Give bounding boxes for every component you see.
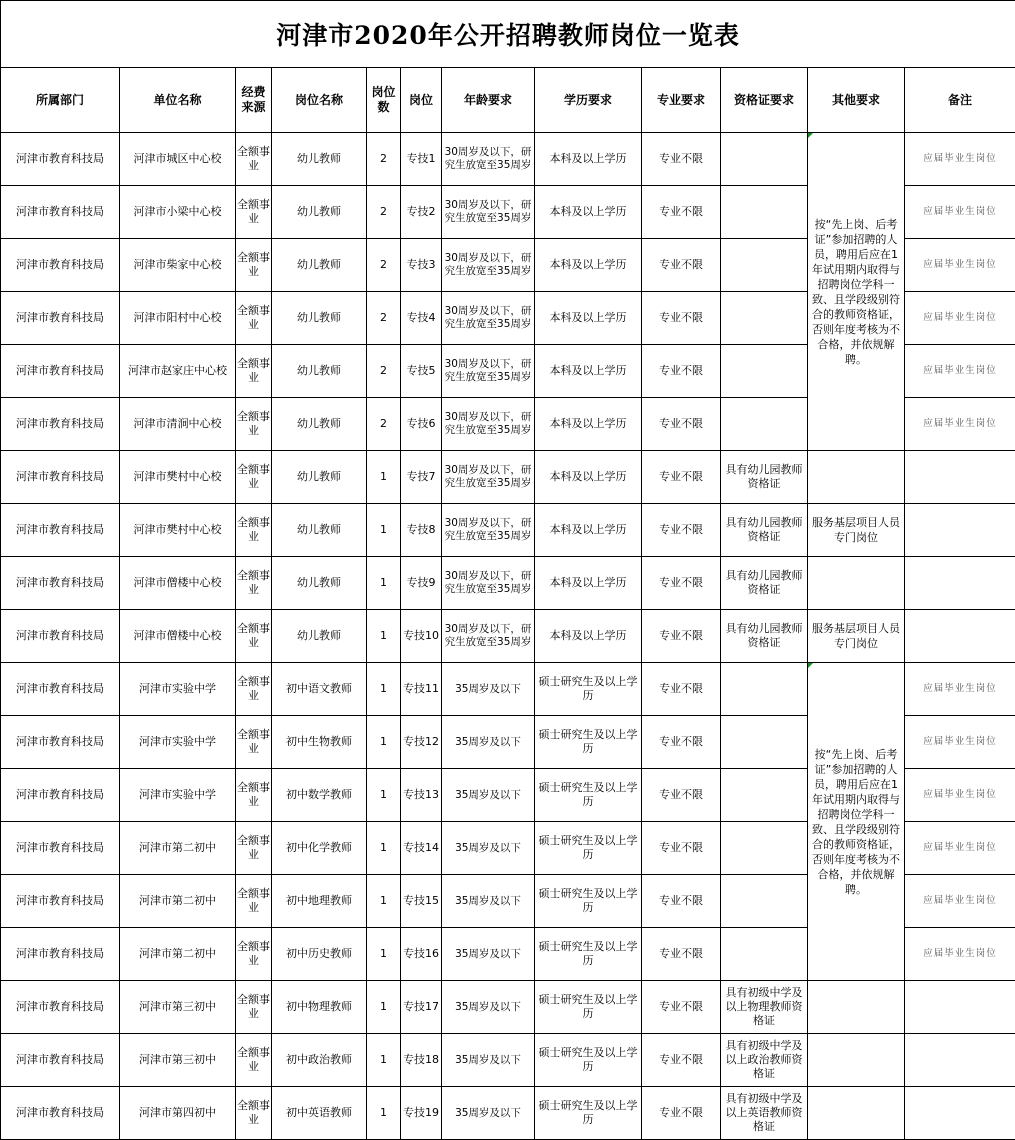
- cell-funding: 全额事业: [236, 557, 272, 610]
- cell-position-name: 初中物理教师: [272, 981, 367, 1034]
- cell-note: 应届毕业生岗位: [905, 663, 1015, 716]
- cell-edu: 硕士研究生及以上学历: [535, 1087, 642, 1140]
- cell-funding: 全额事业: [236, 928, 272, 981]
- cell-position: 专技12: [401, 716, 442, 769]
- cell-dept: 河津市教育科技局: [1, 822, 120, 875]
- cell-count: 1: [367, 769, 401, 822]
- cell-edu: 本科及以上学历: [535, 398, 642, 451]
- cell-edu: 硕士研究生及以上学历: [535, 1034, 642, 1087]
- cell-funding: 全额事业: [236, 769, 272, 822]
- cell-unit: 河津市第二初中: [120, 928, 236, 981]
- cell-count: 1: [367, 610, 401, 663]
- cell-count: 1: [367, 981, 401, 1034]
- cell-position-name: 初中政治教师: [272, 1034, 367, 1087]
- cell-note: 应届毕业生岗位: [905, 928, 1015, 981]
- cell-major: 专业不限: [642, 292, 721, 345]
- cell-position: 专技7: [401, 451, 442, 504]
- cell-position: 专技9: [401, 557, 442, 610]
- cell-position-name: 初中生物教师: [272, 716, 367, 769]
- cell-position-name: 幼儿教师: [272, 292, 367, 345]
- header-age: 年龄要求: [442, 68, 535, 133]
- cell-age: 30周岁及以下，研究生放宽至35周岁: [442, 186, 535, 239]
- cell-major: 专业不限: [642, 610, 721, 663]
- cell-position-name: 初中化学教师: [272, 822, 367, 875]
- cell-cert: [721, 928, 808, 981]
- cell-cert: [721, 345, 808, 398]
- cell-note: 应届毕业生岗位: [905, 822, 1015, 875]
- cell-unit: 河津市阳村中心校: [120, 292, 236, 345]
- cell-age: 30周岁及以下，研究生放宽至35周岁: [442, 504, 535, 557]
- cell-cert: 具有初级中学及以上政治教师资格证: [721, 1034, 808, 1087]
- cell-major: 专业不限: [642, 928, 721, 981]
- table-row: [1, 557, 1015, 610]
- cell-dept: 河津市教育科技局: [1, 239, 120, 292]
- cell-count: 1: [367, 1034, 401, 1087]
- cell-position-name: 幼儿教师: [272, 504, 367, 557]
- cell-count: 2: [367, 292, 401, 345]
- cell-cert: 具有幼儿园教师资格证: [721, 504, 808, 557]
- cell-unit: 河津市实验中学: [120, 663, 236, 716]
- comment-marker-icon: [808, 133, 813, 138]
- cell-age: 30周岁及以下，研究生放宽至35周岁: [442, 610, 535, 663]
- cell-major: 专业不限: [642, 1087, 721, 1140]
- cell-funding: 全额事业: [236, 504, 272, 557]
- header-dept: 所属部门: [1, 68, 120, 133]
- cell-position: 专技6: [401, 398, 442, 451]
- cell-cert: [721, 133, 808, 186]
- table-row: [1, 610, 1015, 663]
- header-other: 其他要求: [808, 68, 905, 133]
- cell-cert: 具有幼儿园教师资格证: [721, 610, 808, 663]
- cell-position: 专技19: [401, 1087, 442, 1140]
- cell-funding: 全额事业: [236, 610, 272, 663]
- header-funding: 经费来源: [236, 68, 272, 133]
- cell-funding: 全额事业: [236, 292, 272, 345]
- cell-position-name: 幼儿教师: [272, 398, 367, 451]
- cell-position: 专技18: [401, 1034, 442, 1087]
- cell-unit: 河津市第四初中: [120, 1087, 236, 1140]
- cell-dept: 河津市教育科技局: [1, 451, 120, 504]
- cell-note: 应届毕业生岗位: [905, 292, 1015, 345]
- cell-dept: 河津市教育科技局: [1, 557, 120, 610]
- cell-position-name: 初中历史教师: [272, 928, 367, 981]
- cell-cert: [721, 398, 808, 451]
- cell-funding: 全额事业: [236, 239, 272, 292]
- cell-count: 1: [367, 663, 401, 716]
- cell-position-name: 幼儿教师: [272, 239, 367, 292]
- cell-cert: [721, 663, 808, 716]
- cell-dept: 河津市教育科技局: [1, 292, 120, 345]
- cell-edu: 本科及以上学历: [535, 292, 642, 345]
- cell-funding: 全额事业: [236, 981, 272, 1034]
- cell-count: 2: [367, 133, 401, 186]
- cell-edu: 本科及以上学历: [535, 186, 642, 239]
- cell-age: 30周岁及以下，研究生放宽至35周岁: [442, 398, 535, 451]
- cell-unit: 河津市第三初中: [120, 981, 236, 1034]
- cell-major: 专业不限: [642, 398, 721, 451]
- cell-unit: 河津市赵家庄中心校: [120, 345, 236, 398]
- cell-age: 35周岁及以下: [442, 769, 535, 822]
- cell-position: 专技3: [401, 239, 442, 292]
- cell-funding: 全额事业: [236, 875, 272, 928]
- cell-unit: 河津市柴家中心校: [120, 239, 236, 292]
- cell-count: 2: [367, 345, 401, 398]
- cell-position: 专技16: [401, 928, 442, 981]
- cell-count: 1: [367, 557, 401, 610]
- cell-position: 专技11: [401, 663, 442, 716]
- cell-edu: 硕士研究生及以上学历: [535, 981, 642, 1034]
- cell-position: 专技10: [401, 610, 442, 663]
- cell-cert: [721, 186, 808, 239]
- cell-position-name: 幼儿教师: [272, 186, 367, 239]
- cell-other: [808, 451, 905, 504]
- cell-funding: 全额事业: [236, 822, 272, 875]
- cell-position: 专技17: [401, 981, 442, 1034]
- cell-edu: 硕士研究生及以上学历: [535, 822, 642, 875]
- cell-cert: [721, 875, 808, 928]
- cell-dept: 河津市教育科技局: [1, 1087, 120, 1140]
- cell-funding: 全额事业: [236, 1087, 272, 1140]
- cell-edu: 本科及以上学历: [535, 239, 642, 292]
- cell-major: 专业不限: [642, 239, 721, 292]
- cell-age: 30周岁及以下，研究生放宽至35周岁: [442, 557, 535, 610]
- cell-cert: [721, 769, 808, 822]
- cell-note: 应届毕业生岗位: [905, 875, 1015, 928]
- cell-count: 1: [367, 1087, 401, 1140]
- cell-unit: 河津市第三初中: [120, 1034, 236, 1087]
- cell-position-name: 初中语文教师: [272, 663, 367, 716]
- table-row: [1, 981, 1015, 1034]
- cell-position-name: 幼儿教师: [272, 557, 367, 610]
- cell-major: 专业不限: [642, 981, 721, 1034]
- cell-note: 应届毕业生岗位: [905, 716, 1015, 769]
- cell-note: 应届毕业生岗位: [905, 345, 1015, 398]
- cell-note: 应届毕业生岗位: [905, 133, 1015, 186]
- cell-dept: 河津市教育科技局: [1, 133, 120, 186]
- cell-note: 应届毕业生岗位: [905, 239, 1015, 292]
- cell-edu: 本科及以上学历: [535, 610, 642, 663]
- cell-age: 35周岁及以下: [442, 663, 535, 716]
- cell-edu: 硕士研究生及以上学历: [535, 875, 642, 928]
- cell-age: 30周岁及以下，研究生放宽至35周岁: [442, 239, 535, 292]
- cell-dept: 河津市教育科技局: [1, 875, 120, 928]
- cell-edu: 本科及以上学历: [535, 133, 642, 186]
- cell-dept: 河津市教育科技局: [1, 186, 120, 239]
- cell-count: 1: [367, 451, 401, 504]
- cell-count: 2: [367, 186, 401, 239]
- cell-note: [905, 504, 1015, 557]
- cell-other: 服务基层项目人员专门岗位: [808, 610, 905, 663]
- page-title: 河津市2020年公开招聘教师岗位一览表: [1, 1, 1015, 68]
- cell-cert: 具有幼儿园教师资格证: [721, 557, 808, 610]
- cell-position-name: 初中数学教师: [272, 769, 367, 822]
- cell-funding: 全额事业: [236, 186, 272, 239]
- cell-dept: 河津市教育科技局: [1, 345, 120, 398]
- cell-edu: 硕士研究生及以上学历: [535, 769, 642, 822]
- header-position: 岗位: [401, 68, 442, 133]
- cell-note: 应届毕业生岗位: [905, 398, 1015, 451]
- cell-edu: 硕士研究生及以上学历: [535, 716, 642, 769]
- cell-major: 专业不限: [642, 1034, 721, 1087]
- table-row: [1, 663, 1015, 716]
- cell-edu: 本科及以上学历: [535, 504, 642, 557]
- cell-major: 专业不限: [642, 504, 721, 557]
- cell-major: 专业不限: [642, 451, 721, 504]
- cell-dept: 河津市教育科技局: [1, 928, 120, 981]
- cell-cert: 具有幼儿园教师资格证: [721, 451, 808, 504]
- cell-note: [905, 451, 1015, 504]
- cell-cert: [721, 292, 808, 345]
- cell-age: 30周岁及以下，研究生放宽至35周岁: [442, 345, 535, 398]
- cell-age: 30周岁及以下，研究生放宽至35周岁: [442, 451, 535, 504]
- cell-unit: 河津市实验中学: [120, 716, 236, 769]
- cell-major: 专业不限: [642, 186, 721, 239]
- cell-count: 1: [367, 822, 401, 875]
- cell-cert: [721, 822, 808, 875]
- cell-funding: 全额事业: [236, 1034, 272, 1087]
- cell-other-merged: [808, 133, 905, 451]
- table-row: [1, 451, 1015, 504]
- cell-count: 1: [367, 716, 401, 769]
- cell-dept: 河津市教育科技局: [1, 398, 120, 451]
- cell-other: [808, 557, 905, 610]
- cell-count: 1: [367, 504, 401, 557]
- cell-position-name: 初中地理教师: [272, 875, 367, 928]
- cell-funding: 全额事业: [236, 345, 272, 398]
- cell-other: [808, 1087, 905, 1140]
- cell-major: 专业不限: [642, 345, 721, 398]
- header-count: 岗位数: [367, 68, 401, 133]
- cell-note: [905, 1087, 1015, 1140]
- cell-dept: 河津市教育科技局: [1, 1034, 120, 1087]
- cell-other: [808, 1034, 905, 1087]
- cell-unit: 河津市清涧中心校: [120, 398, 236, 451]
- cell-note: [905, 610, 1015, 663]
- cell-count: 1: [367, 928, 401, 981]
- header-unit: 单位名称: [120, 68, 236, 133]
- header-cert: 资格证要求: [721, 68, 808, 133]
- cell-major: 专业不限: [642, 133, 721, 186]
- cell-age: 30周岁及以下，研究生放宽至35周岁: [442, 292, 535, 345]
- cell-position: 专技5: [401, 345, 442, 398]
- cell-age: 35周岁及以下: [442, 981, 535, 1034]
- cell-dept: 河津市教育科技局: [1, 769, 120, 822]
- cell-major: 专业不限: [642, 875, 721, 928]
- cell-funding: 全额事业: [236, 663, 272, 716]
- header-position-name: 岗位名称: [272, 68, 367, 133]
- other-requirement-text: 按“先上岗、后考证”参加招聘的人员，聘用后应在1年试用期内取得与招聘岗位学科一致、且学段级别符合的教师资格证，否则年度考核为不合格，并依规解聘。: [812, 217, 900, 366]
- other-requirement-text: 按“先上岗、后考证”参加招聘的人员，聘用后应在1年试用期内取得与招聘岗位学科一致、且学段级别符合的教师资格证，否则年度考核为不合格，并依规解聘。: [812, 747, 900, 896]
- header-edu: 学历要求: [535, 68, 642, 133]
- cell-edu: 硕士研究生及以上学历: [535, 663, 642, 716]
- cell-funding: 全额事业: [236, 716, 272, 769]
- cell-note: 应届毕业生岗位: [905, 769, 1015, 822]
- cell-position-name: 初中英语教师: [272, 1087, 367, 1140]
- cell-age: 35周岁及以下: [442, 1034, 535, 1087]
- cell-dept: 河津市教育科技局: [1, 716, 120, 769]
- cell-age: 35周岁及以下: [442, 716, 535, 769]
- cell-unit: 河津市僧楼中心校: [120, 557, 236, 610]
- header-row: [1, 68, 1015, 133]
- cell-edu: 本科及以上学历: [535, 345, 642, 398]
- cell-edu: 本科及以上学历: [535, 451, 642, 504]
- cell-note: [905, 557, 1015, 610]
- cell-unit: 河津市第二初中: [120, 875, 236, 928]
- cell-other: 服务基层项目人员专门岗位: [808, 504, 905, 557]
- cell-age: 30周岁及以下，研究生放宽至35周岁: [442, 133, 535, 186]
- cell-position: 专技15: [401, 875, 442, 928]
- cell-note: [905, 1034, 1015, 1087]
- cell-unit: 河津市城区中心校: [120, 133, 236, 186]
- table-row: [1, 1034, 1015, 1087]
- header-note: 备注: [905, 68, 1015, 133]
- cell-age: 35周岁及以下: [442, 822, 535, 875]
- cell-position-name: 幼儿教师: [272, 345, 367, 398]
- cell-position-name: 幼儿教师: [272, 451, 367, 504]
- cell-age: 35周岁及以下: [442, 875, 535, 928]
- cell-count: 1: [367, 875, 401, 928]
- cell-major: 专业不限: [642, 716, 721, 769]
- cell-position: 专技8: [401, 504, 442, 557]
- cell-position-name: 幼儿教师: [272, 133, 367, 186]
- cell-position: 专技1: [401, 133, 442, 186]
- cell-count: 2: [367, 398, 401, 451]
- cell-note: [905, 981, 1015, 1034]
- table-row: [1, 133, 1015, 186]
- cell-unit: 河津市樊村中心校: [120, 451, 236, 504]
- cell-dept: 河津市教育科技局: [1, 981, 120, 1034]
- cell-position: 专技4: [401, 292, 442, 345]
- cell-dept: 河津市教育科技局: [1, 663, 120, 716]
- cell-unit: 河津市实验中学: [120, 769, 236, 822]
- cell-age: 35周岁及以下: [442, 1087, 535, 1140]
- cell-other-merged: [808, 663, 905, 981]
- cell-funding: 全额事业: [236, 398, 272, 451]
- table-row: [1, 1087, 1015, 1140]
- cell-funding: 全额事业: [236, 133, 272, 186]
- cell-major: 专业不限: [642, 822, 721, 875]
- cell-unit: 河津市僧楼中心校: [120, 610, 236, 663]
- cell-major: 专业不限: [642, 769, 721, 822]
- cell-edu: 本科及以上学历: [535, 557, 642, 610]
- cell-position-name: 幼儿教师: [272, 610, 367, 663]
- cell-cert: [721, 239, 808, 292]
- table-row: [1, 504, 1015, 557]
- cell-position: 专技13: [401, 769, 442, 822]
- cell-major: 专业不限: [642, 557, 721, 610]
- cell-other: [808, 981, 905, 1034]
- cell-unit: 河津市第二初中: [120, 822, 236, 875]
- cell-position: 专技14: [401, 822, 442, 875]
- cell-dept: 河津市教育科技局: [1, 610, 120, 663]
- cell-note: 应届毕业生岗位: [905, 186, 1015, 239]
- cell-dept: 河津市教育科技局: [1, 504, 120, 557]
- cell-cert: [721, 716, 808, 769]
- comment-marker-icon: [808, 663, 813, 668]
- header-major: 专业要求: [642, 68, 721, 133]
- cell-cert: 具有初级中学及以上英语教师资格证: [721, 1087, 808, 1140]
- cell-unit: 河津市樊村中心校: [120, 504, 236, 557]
- cell-count: 2: [367, 239, 401, 292]
- cell-edu: 硕士研究生及以上学历: [535, 928, 642, 981]
- cell-position: 专技2: [401, 186, 442, 239]
- cell-age: 35周岁及以下: [442, 928, 535, 981]
- cell-funding: 全额事业: [236, 451, 272, 504]
- cell-cert: 具有初级中学及以上物理教师资格证: [721, 981, 808, 1034]
- cell-major: 专业不限: [642, 663, 721, 716]
- cell-unit: 河津市小梁中心校: [120, 186, 236, 239]
